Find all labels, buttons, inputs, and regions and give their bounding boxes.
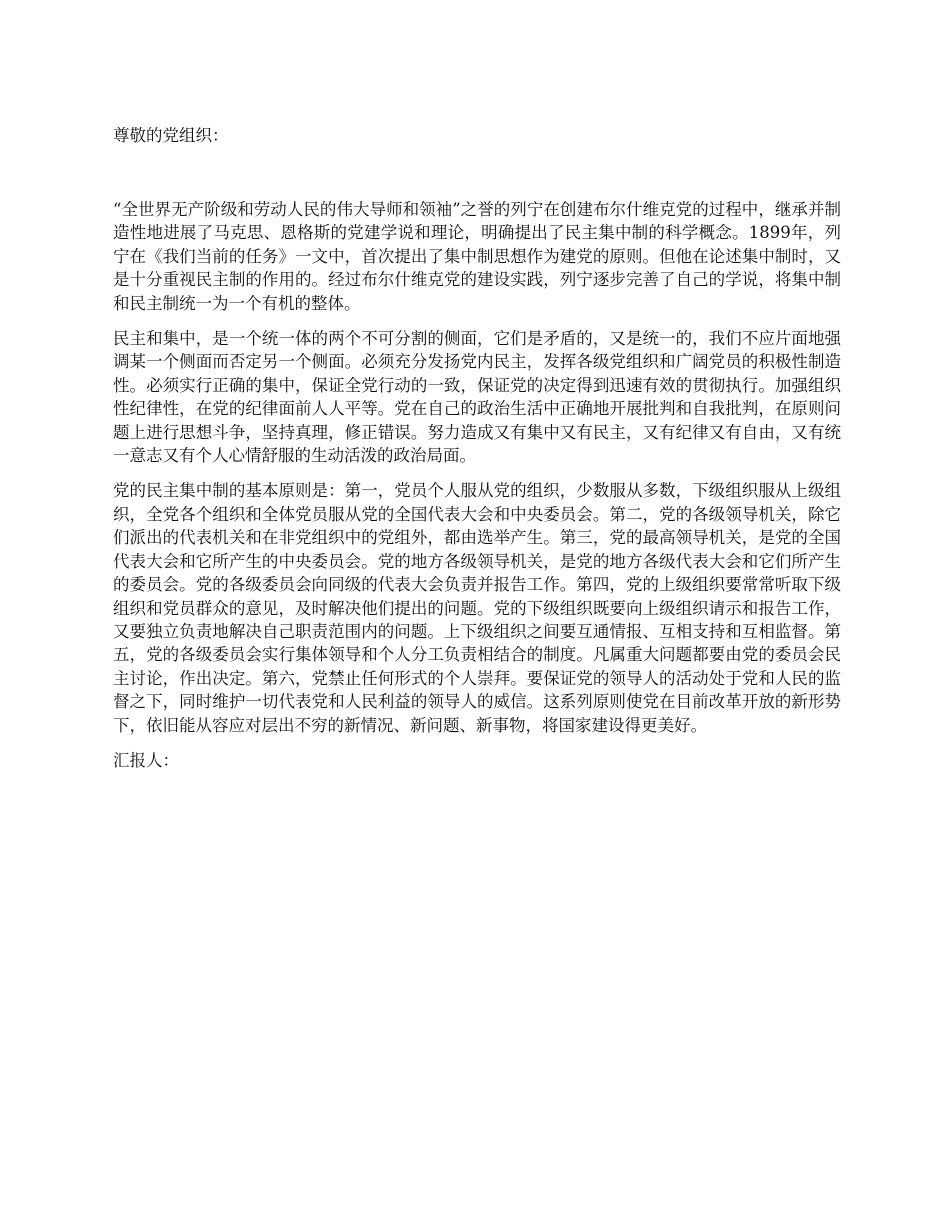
salutation: 尊敬的党组织： (113, 126, 229, 145)
document-page (113, 124, 841, 789)
signature-label: 汇报人： (113, 750, 179, 770)
body-paragraph-1: “全世界无产阶级和劳动人民的伟大导师和领袖”之誉的列宁在创建布尔什维克党的过程中，继承并制造性地进展了马克思、恩格斯的党建学说和理论，明确提出了民主集中制的科学概念。1899年，列宁在《我们当前的任务》一文中，首次提出了集中制思想作为建党的原则。但他在论述集中制时，又是十分重视民主制的作用的。经过布尔什维克党的建设实践，列宁逐步完善了自己的学说，将集中制和民主制统一为一个有机的整体。 (113, 200, 841, 313)
body-paragraph-3: 党的民主集中制的基本原则是：第一，党员个人服从党的组织，少数服从多数，下级组织服从上级组织，全党各个组织和全体党员服从党的全国代表大会和中央委员会。第二，党的各级领导机关，除它们派出的代表机关和在非党组织中的党组外，都由选举产生。第三，党的最高领导机关，是党的全国代表大会和它所产生的中央委员会。党的地方各级领导机关，是党的地方各级代表大会和它们所产生的委员会。党的各级委员会向同级的代表大会负责并报告工作。第四，党的上级组织要常常听取下级组织和党员群众的意见，及时解决他们提出的问题。党的下级组织既要向上级组织请示和报告工作，又要独立负责地解决自己职责范围内的问题。上下级组织之间要互通情报、互相支持和互相监督。第五，党的各级委员会实行集体领导和个人分工负责相结合的制度。凡属重大问题都要由党的委员会民主讨论，作出决定。第六，党禁止任何形式的个人崇拜。要保证党的领导人的活动处于党和人民的监督之下，同时维护一切代表党和人民利益的领导人的威信。这系列原则使党在目前改革开放的新形势下，依旧能从容应对层出不穷的新情况、新问题、新事物，将国家建设得更美好。 (113, 481, 841, 735)
body-paragraph-2: 民主和集中，是一个统一体的两个不可分割的侧面，它们是矛盾的，又是统一的，我们不应片面地强调某一个侧面而否定另一个侧面。必须充分发扬党内民主，发挥各级党组织和广阔党员的积极性制造性。必须实行正确的集中，保证全党行动的一致，保证党的决定得到迅速有效的贯彻执行。加强组织性纪律性，在党的纪律面前人人平等。党在自己的政治生活中正确地开展批判和自我批判，在原则问题上进行思想斗争，坚持真理，修正错误。努力造成又有集中又有民主，又有纪律又有自由，又有统一意志又有个人心情舒服的生动活泼的政治局面。 (113, 329, 841, 466)
